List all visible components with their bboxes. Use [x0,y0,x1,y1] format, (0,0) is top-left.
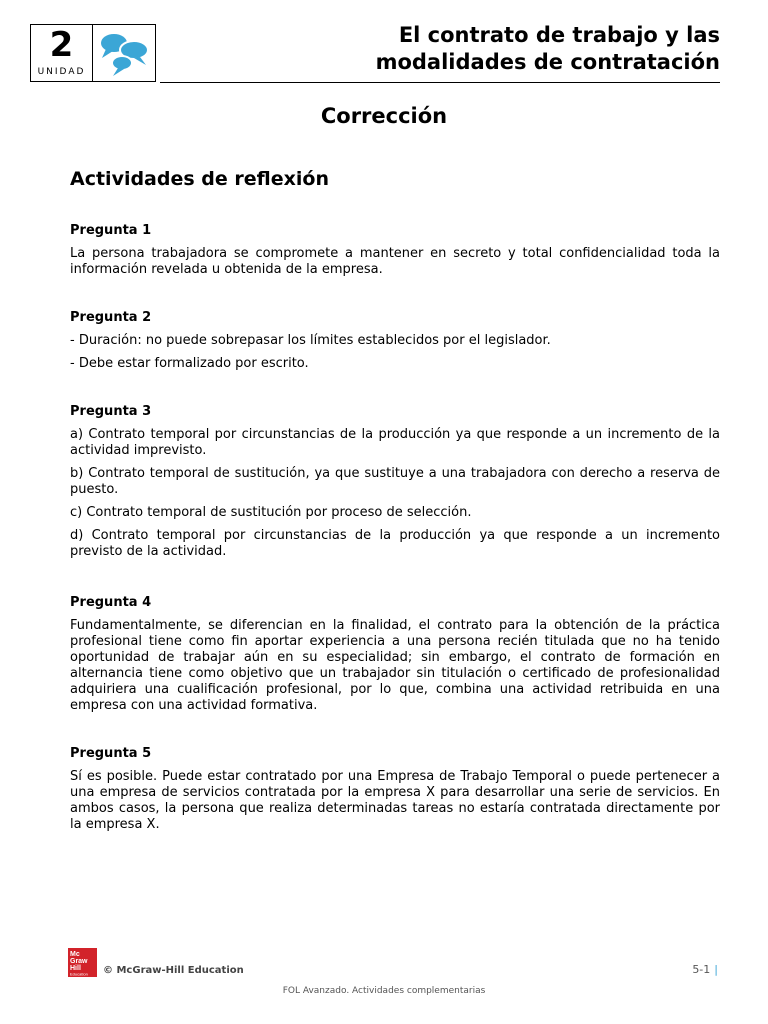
section-title: Corrección [320,104,448,128]
question-2-block [70,310,720,379]
logo-text-graw: Graw [70,958,88,965]
document-title-line-1: El contrato de trabajo y las [398,23,720,47]
answer-paragraph: b) Contrato temporal de sustitución, ya que sustituye a una trabajadora con derecho a reserva de puesto. [70,466,720,497]
answer-paragraph: - Debe estar formalizado por escrito. [70,356,309,371]
title-divider [160,82,720,83]
logo-text-education: Education [70,971,88,977]
answer-paragraph: La persona trabajadora se compromete a mantener en secreto y total confidencialidad toda la información revelada u obtenida de la empresa. [70,246,720,277]
answer-paragraph: d) Contrato temporal por circunstancias de la producción ya que responde a un incremento previsto de la actividad. [70,528,720,559]
footer-copyright: © McGraw-Hill Education [103,965,244,976]
question-label: Pregunta 5 [70,746,152,761]
question-1-block [70,223,720,285]
answer-paragraph: Sí es posible. Puede estar contratado por una Empresa de Trabajo Temporal o puede pertenecer a una empresa de servicios contratada por la empresa X para desarrollar una serie de servicios. En ambos casos, la persona que realiza determinadas tareas no estaría contratada directamente por la empresa X. [70,769,720,832]
footer-subtitle: FOL Avanzado. Actividades complementarias [282,986,486,996]
page-separator: | [714,963,718,976]
question-3-block [70,404,720,567]
unit-badge [30,24,156,82]
logo-text-hill: Hill [70,965,81,972]
document-title-line-2: modalidades de contratación [375,50,720,74]
document-title [300,22,720,76]
question-label: Pregunta 1 [70,223,152,238]
subsection-title: Actividades de reflexión [70,168,329,190]
page-number [692,963,718,976]
question-label: Pregunta 2 [70,310,152,325]
unit-label: UNIDAD [37,67,86,77]
page-number-text: 5-1 [692,963,711,976]
unit-number-box [31,25,93,81]
question-4-block [70,595,720,721]
logo-text-mc: Mc [70,951,80,958]
question-5-block [70,746,720,840]
mcgraw-hill-logo [68,948,97,977]
answer-paragraph: c) Contrato temporal de sustitución por proceso de selección. [70,505,472,520]
speech-bubbles-icon [93,25,155,81]
question-label: Pregunta 4 [70,595,152,610]
answer-paragraph: Fundamentalmente, se diferencian en la finalidad, el contrato para la obtención de la práctica profesional tiene como fin aportar experiencia a una persona recién titulada que no ha tenido oportunidad de trabajar aún en su especialidad; sin embargo, el contrato de formación en alternancia tiene como objetivo que un trabajador sin titulación o certificado de profesionalidad adquiriera una cualificación profesional, por lo que, combina una actividad retribuida en una empresa con una actividad formativa. [70,618,720,713]
unit-number: 2 [49,25,74,65]
answer-paragraph: a) Contrato temporal por circunstancias de la producción ya que responde a un incremento de la actividad imprevisto. [70,427,720,458]
question-label: Pregunta 3 [70,404,152,419]
answer-paragraph: - Duración: no puede sobrepasar los límites establecidos por el legislador. [70,333,551,348]
